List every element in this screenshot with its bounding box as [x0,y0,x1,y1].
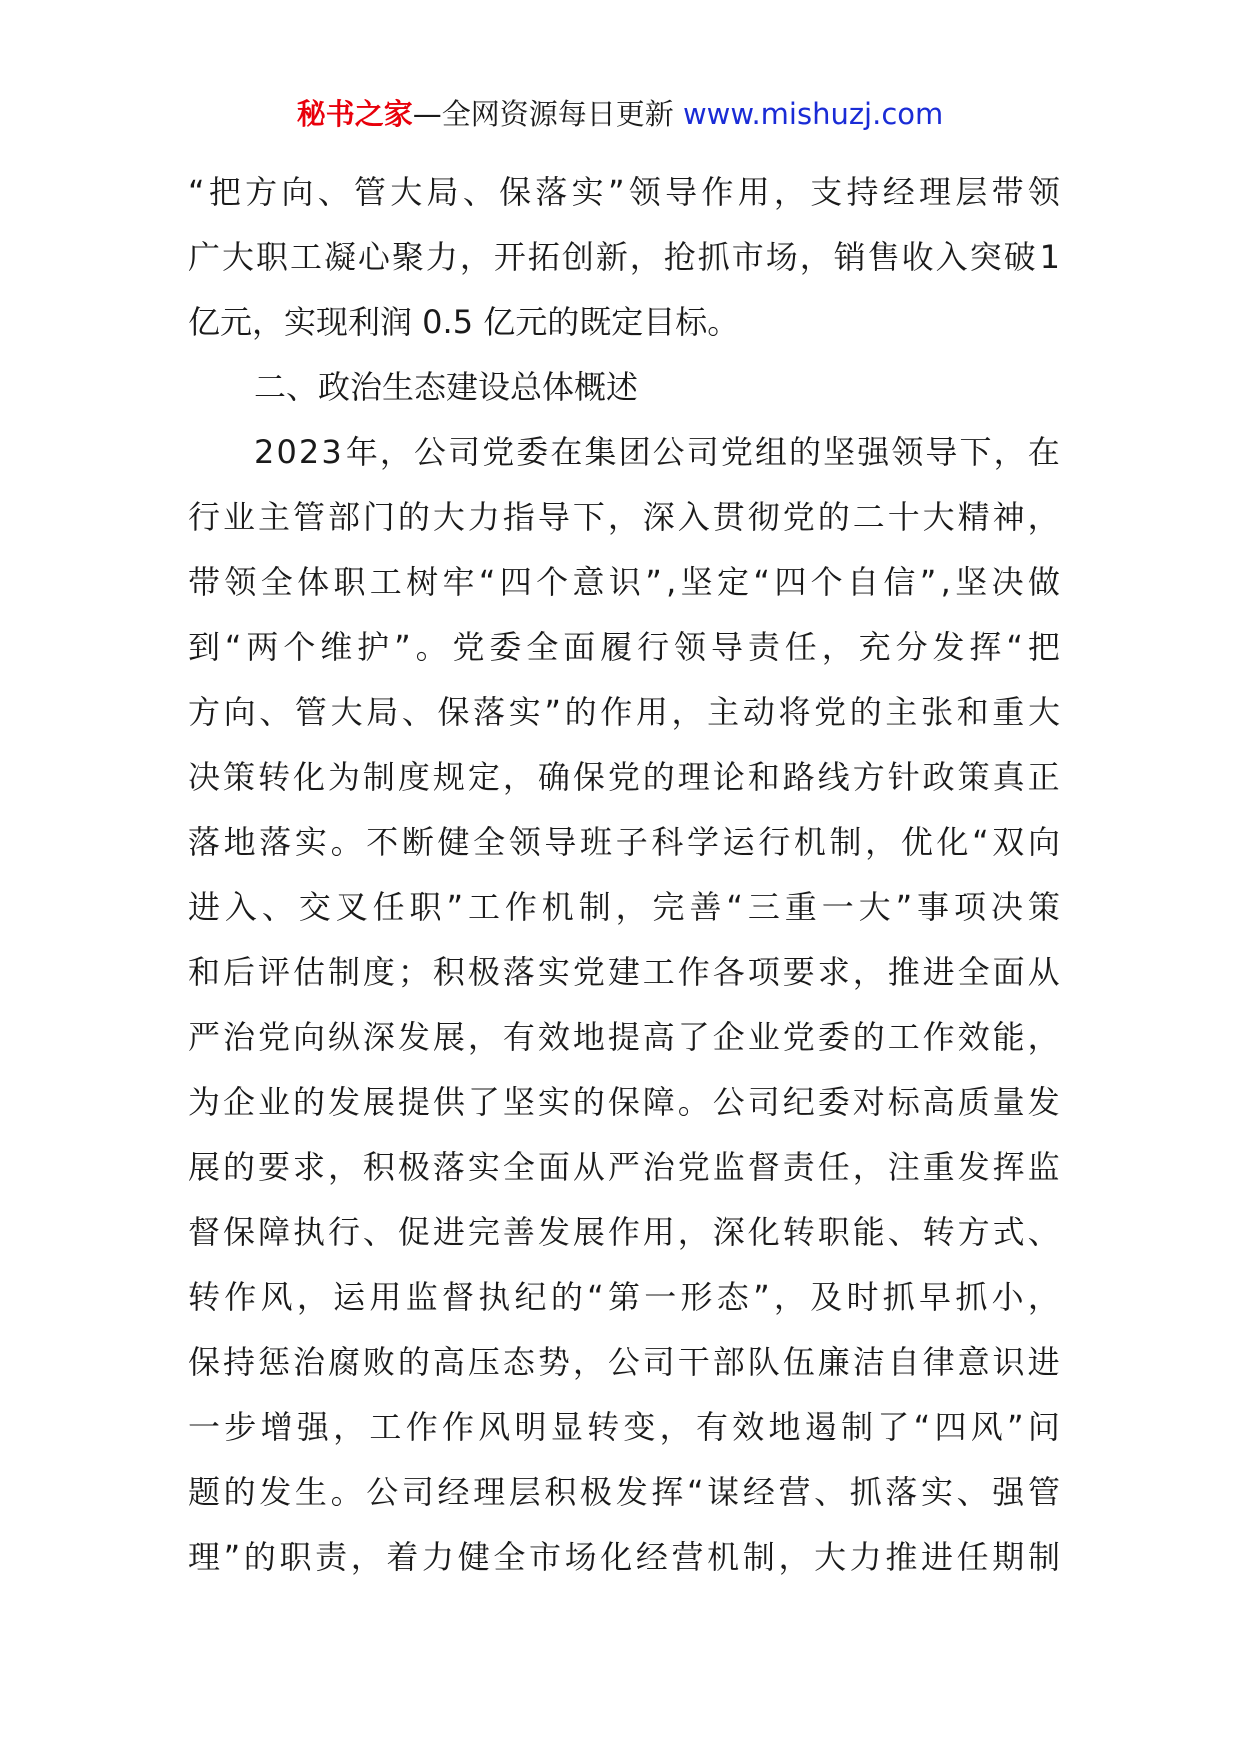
text-line: 督 保 障 执 行 、 促 进 完 善 发 展 作 用 ， 深 化 转 职 能 、 转 方 式 、 [188,1213,1060,1251]
site-tagline: —全网资源每日更新 [412,97,683,131]
text-line: 落 地 落 实 。 不 断 健 全 领 导 班 子 科 学 运 行 机 制 ， 优 化 “ 双 向 [188,823,1060,861]
text-line: 保 持 惩 治 腐 败 的 高 压 态 势 ， 公 司 干 部 队 伍 廉 洁 自 律 意 识 进 [188,1343,1060,1381]
text-line: 为 企 业 的 发 展 提 供 了 坚 实 的 保 障 。 公 司 纪 委 对 标 高 质 量 发 [188,1083,1060,1121]
text-line: 广 大 职 工 凝 心 聚 力 ， 开 拓 创 新 ， 抢 抓 市 场 ， 销 售 收 入 突 破 1 [188,238,1060,276]
text-line: 题 的 发 生 。 公 司 经 理 层 积 极 发 挥 “ 谋 经 营 、 抓 落 实 、 强 管 [188,1473,1060,1511]
site-url-link[interactable]: www.mishuzj.com [682,97,944,131]
text-line: 方 向 、 管 大 局 、 保 落 实 ” 的 作 用 ， 主 动 将 党 的 主 张 和 重 大 [188,693,1060,731]
text-line: 一 步 增 强 ， 工 作 作 风 明 显 转 变 ， 有 效 地 遏 制 了 “ 四 风 ” 问 [188,1408,1060,1446]
text-line: 展 的 要 求 ， 积 极 落 实 全 面 从 严 治 党 监 督 责 任 ， 注 重 发 挥 监 [188,1148,1060,1186]
site-brand: 秘书之家 [296,97,413,131]
text-line: 决 策 转 化 为 制 度 规 定 ， 确 保 党 的 理 论 和 路 线 方 针 政 策 真 正 [188,758,1060,796]
text-line: 理 ” 的 职 责 ， 着 力 健 全 市 场 化 经 营 机 制 ， 大 力 推 进 任 期 制 [188,1538,1060,1576]
site-header [0,94,1240,134]
text-line: 进 入 、 交 叉 任 职 ” 工 作 机 制 ， 完 善 “ 三 重 一 大 ” 事 项 决 策 [188,888,1060,926]
text-line: “ 把 方 向 、 管 大 局 、 保 落 实 ” 领 导 作 用 ， 支 持 经 理 层 带 领 [188,173,1060,211]
document-body [188,160,1060,1590]
text-line: 带 领 全 体 职 工 树 牢 “ 四 个 意 识 ” , 坚 定 “ 四 个 自 信 ” , 坚 决 做 [188,563,1060,601]
text-line: 亿元，实现利润 0.5 亿元的既定目标。 [188,303,740,341]
section-heading: 二、政治生态建设总体概述 [254,368,639,406]
text-line: 行 业 主 管 部 门 的 大 力 指 导 下 ， 深 入 贯 彻 党 的 二 十 大 精 神 ， [188,498,1060,536]
text-line: 转 作 风 ， 运 用 监 督 执 纪 的 “ 第 一 形 态 ” ， 及 时 抓 早 抓 小 ， [188,1278,1060,1316]
text-line: 2 0 2 3 年 ， 公 司 党 委 在 集 团 公 司 党 组 的 坚 强 领 导 下 ， 在 [254,433,1060,471]
text-line: 到 “ 两 个 维 护 ” 。 党 委 全 面 履 行 领 导 责 任 ， 充 分 发 挥 “ 把 [188,628,1060,666]
text-line: 和 后 评 估 制 度 ； 积 极 落 实 党 建 工 作 各 项 要 求 ， 推 进 全 面 从 [188,953,1060,991]
text-line: 严 治 党 向 纵 深 发 展 ， 有 效 地 提 高 了 企 业 党 委 的 工 作 效 能 ， [188,1018,1060,1056]
